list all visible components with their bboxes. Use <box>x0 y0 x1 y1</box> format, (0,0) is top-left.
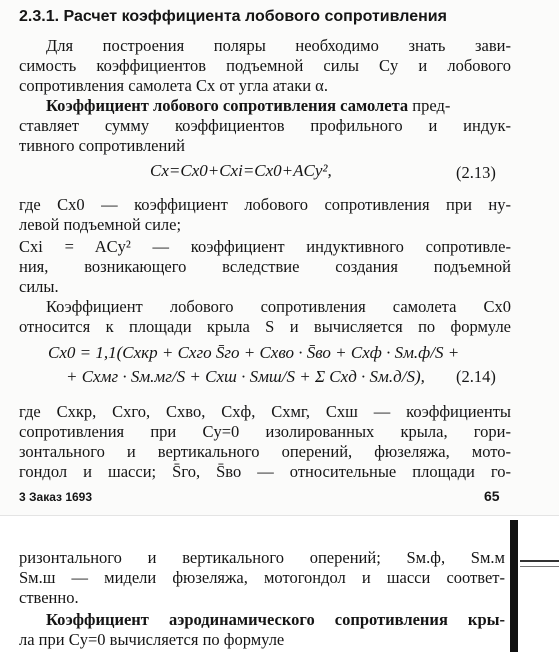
definition-line-1 <box>46 96 511 116</box>
definition-line-2: ставляет сумму коэффициентов профильного и индук- <box>19 116 511 135</box>
binding-rule <box>520 560 559 562</box>
intro-line-3: сопротивления самолета Cx от угла атаки α. <box>19 76 328 95</box>
binding-edge <box>510 520 518 652</box>
equation-number-2-14: (2.14) <box>456 367 496 386</box>
intro-line-1: Для построения поляры необходимо знать зави- <box>46 36 511 55</box>
final-line: ла при Cy=0 вычисляется по формуле <box>19 630 285 649</box>
where-line-5: силы. <box>19 277 59 296</box>
page-seam <box>0 515 559 516</box>
formula-2-14-line-2: + Cxмг · Sм.мг/S + Cxш · Sмш/S + Σ Cxд · Sм.д/S), <box>66 367 425 386</box>
formula-2-13: Cx=Cx0+Cxi=Cx0+ACy², <box>150 161 332 180</box>
definition-tail: пред- <box>408 96 451 115</box>
where-line-3: Cxi = ACy² — коэффициент индуктивного сопротивле- <box>19 237 511 256</box>
formula-2-14-line-1: Cx0 = 1,1(Cxкр + Cxго S̄го + Cxво · S̄во + Cxф · Sм.ф/S + <box>48 343 460 362</box>
where2-line-4: гондол и шасси; S̄го, S̄во — относительные площади го- <box>19 462 511 481</box>
intro-line-2: симость коэффициентов подъемной силы Cy и лобового <box>19 56 511 75</box>
where-line-4: ния, возникающего вследствие создания подъемной <box>19 257 511 276</box>
section-heading: 2.3.1. Расчет коэффициента лобового сопротивления <box>19 8 447 25</box>
where-line-2: левой подъемной силе; <box>19 215 182 234</box>
page-number: 65 <box>484 488 500 504</box>
cx0-line-1: Коэффициент лобового сопротивления самолета Cx0 <box>46 297 511 316</box>
definition-line-3: тивного сопротивлений <box>19 136 185 155</box>
where2-line-3: зонтального и вертикального оперений, фюзеляжа, мото- <box>19 442 511 461</box>
definition-bold: Коэффициент лобового сопротивления самолета <box>46 96 409 115</box>
binding-rule-thin <box>520 566 559 567</box>
where-line-1: где Cx0 — коэффициент лобового сопротивления при ну- <box>19 195 511 214</box>
next-page-line-3: ственно. <box>19 588 79 607</box>
print-order-footer: 3 Заказ 1693 <box>19 490 93 504</box>
next-page-line-1: ризонтального и вертикального оперений; Sм.ф, Sм.м <box>19 548 505 567</box>
final-bold-line: Коэффициент аэродинамического сопротивления кры- <box>46 610 505 629</box>
next-page-line-2: Sм.ш — мидели фюзеляжа, мотогондол и шасси соответ- <box>19 568 505 587</box>
where2-line-2: сопротивления при Cy=0 изолированных крыла, гори- <box>19 422 511 441</box>
where2-line-1: где Cxкр, Cxго, Cxво, Cxф, Cxмг, Cxш — коэффициенты <box>19 402 511 421</box>
equation-number-2-13: (2.13) <box>456 163 496 182</box>
cx0-line-2: относится к площади крыла S и вычисляется по формуле <box>19 317 511 336</box>
